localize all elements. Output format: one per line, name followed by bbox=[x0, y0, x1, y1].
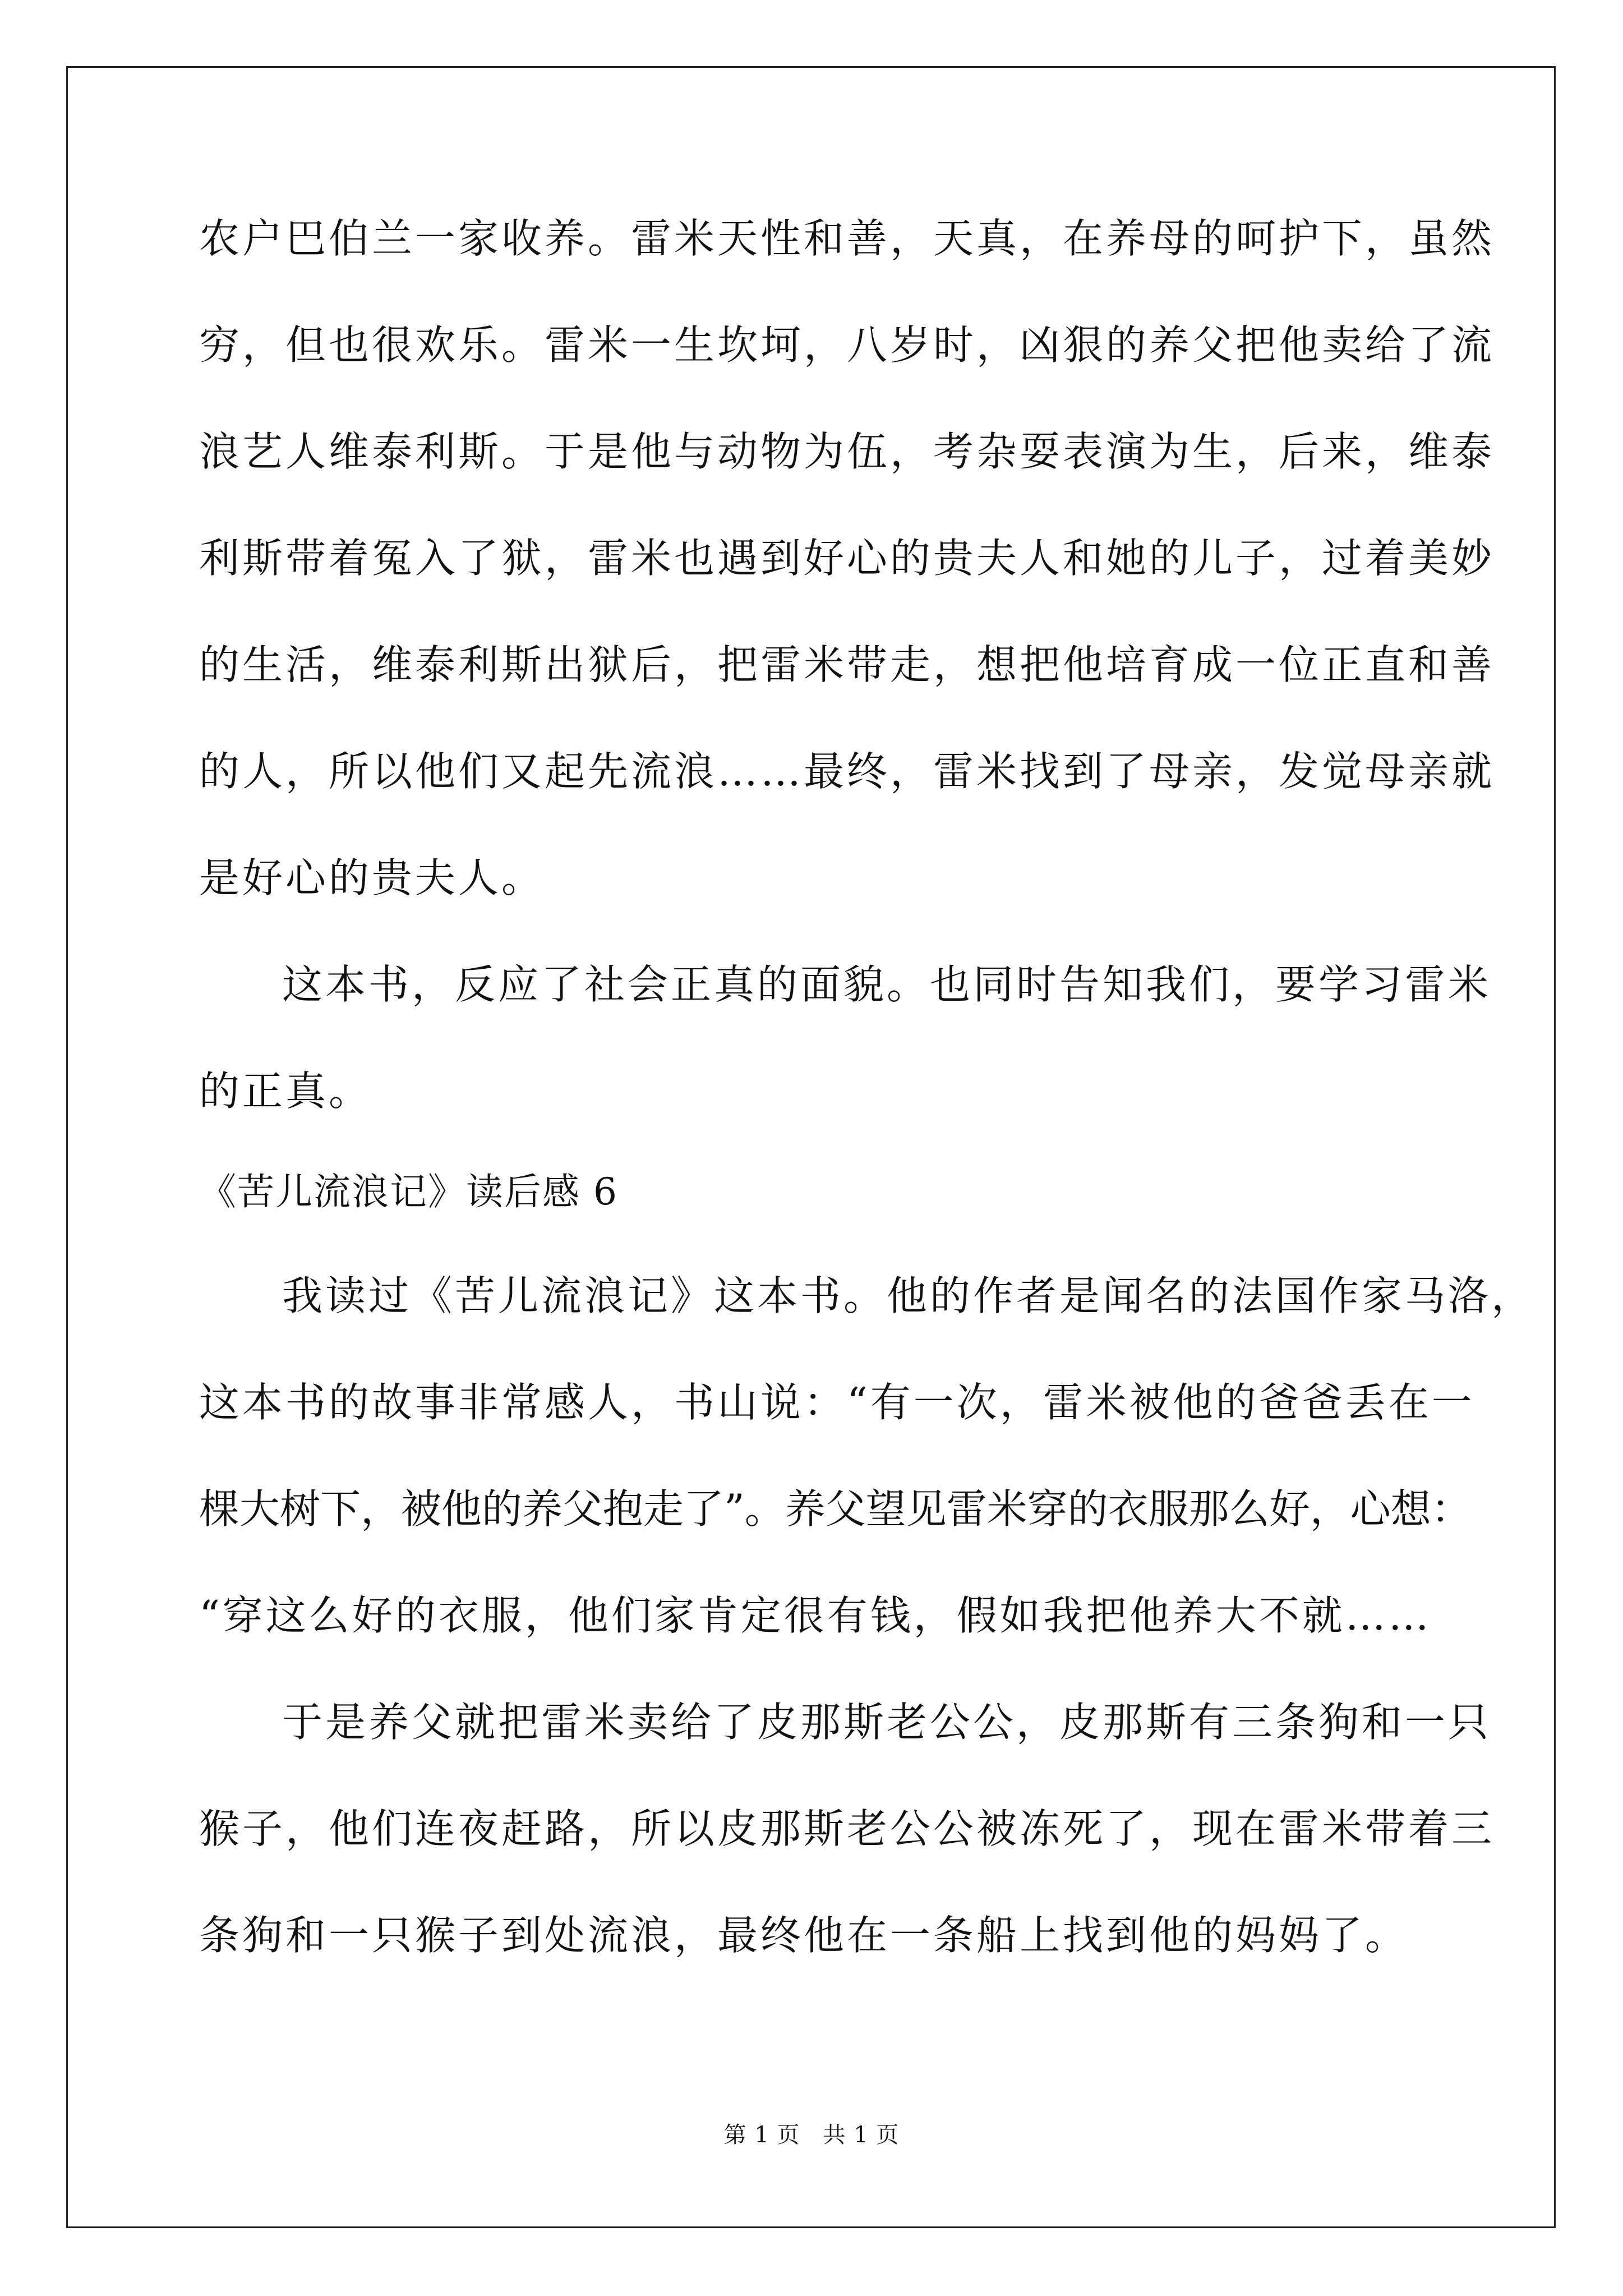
text-line: 猴子，他们连夜赶路，所以皮那斯老公公被冻死了，现在雷米带着三 bbox=[199, 1805, 1495, 1852]
page-border bbox=[66, 66, 1556, 2228]
text-line: 浪艺人维泰利斯。于是他与动物为伍，考杂耍表演为生，后来，维泰 bbox=[199, 428, 1495, 475]
text-line: 于是养父就把雷米卖给了皮那斯老公公，皮那斯有三条狗和一只 bbox=[282, 1699, 1492, 1746]
text-line: 农户巴伯兰一家收养。雷米天性和善，天真，在养母的呵护下，虽然 bbox=[199, 215, 1495, 262]
text-line: 这本书，反应了社会正真的面貌。也同时告知我们，要学习雷米 bbox=[282, 961, 1492, 1008]
text-line: “穿这么好的衣服，他们家肯定很有钱，假如我把他养大不就…… bbox=[199, 1592, 1432, 1639]
section-heading: 《苦儿流浪记》读后感 6 bbox=[199, 1170, 618, 1213]
text-line: 利斯带着冤入了狱，雷米也遇到好心的贵夫人和她的儿子，过着美妙 bbox=[199, 535, 1495, 582]
text-line: 棵大树下，被他的养父抱走了”。养父望见雷米穿的衣服那么好，心想： bbox=[199, 1485, 1472, 1533]
text-line: 的正真。 bbox=[199, 1068, 372, 1115]
text-line: 的生活，维泰利斯出狱后，把雷米带走，想把他培育成一位正直和善 bbox=[199, 641, 1495, 688]
text-line: 这本书的故事非常感人，书山说：“有一次，雷米被他的爸爸丢在一 bbox=[199, 1379, 1475, 1426]
text-line: 我读过《苦儿流浪记》这本书。他的作者是闻名的法国作家马洛， bbox=[282, 1272, 1535, 1319]
text-line: 的人，所以他们又起先流浪……最终，雷米找到了母亲，发觉母亲就 bbox=[199, 748, 1495, 795]
text-line: 穷，但也很欢乐。雷米一生坎坷，八岁时，凶狠的养父把他卖给了流 bbox=[199, 321, 1495, 369]
page-number-footer: 第 1 页 共 1 页 bbox=[723, 2122, 900, 2148]
text-line: 条狗和一只猴子到处流浪，最终他在一条船上找到他的妈妈了。 bbox=[199, 1912, 1409, 1959]
text-line: 是好心的贵夫人。 bbox=[199, 854, 545, 901]
